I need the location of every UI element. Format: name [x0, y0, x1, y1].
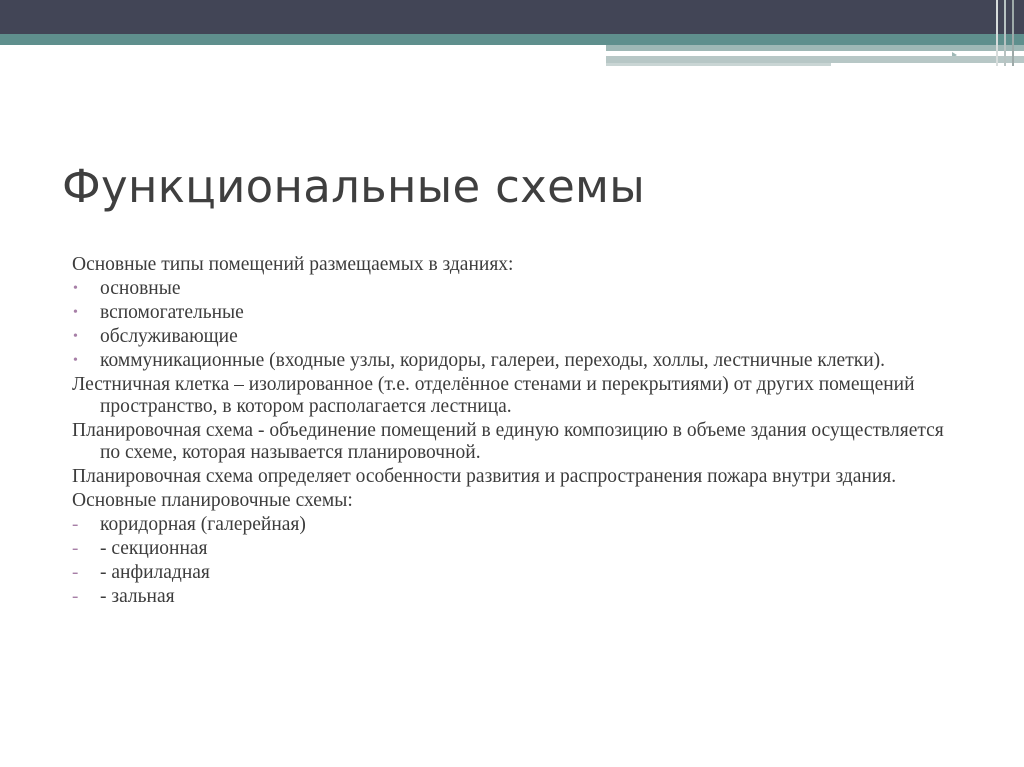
dash-item [72, 538, 952, 560]
bullet-marker: • [73, 353, 78, 368]
bullet-marker: • [73, 305, 78, 320]
dash-item-text: - секционная [100, 538, 208, 559]
dash-marker: - [72, 538, 79, 559]
paragraph-layout-scheme: Планировочная схема - объединение помещений в единую композицию в объеме здания осуществляется по схеме, которая называется планировочной. [72, 420, 944, 463]
bullet-item [72, 350, 952, 372]
slide-body [72, 254, 952, 610]
header-stripe-3 [606, 63, 831, 66]
paragraph-stairwell: Лестничная клетка – изолированное (т.е. отделённое стенами и перекрытиями) от других помещений пространство, в котором располагается лестница. [72, 374, 915, 417]
dash-item [72, 586, 952, 608]
bullet-marker: • [73, 281, 78, 296]
dash-marker: - [72, 562, 79, 583]
bullet-item-text: коммуникационные (входные узлы, коридоры, галереи, переходы, холлы, лестничные клетки). [100, 350, 886, 371]
header-vertical-line [1012, 0, 1014, 66]
header-stripe-white [606, 52, 952, 55]
header-bar-dark [0, 0, 1024, 34]
bullet-item-text: обслуживающие [100, 326, 238, 347]
dash-item [72, 514, 952, 536]
dash-item-text: коридорная (галерейная) [100, 514, 306, 535]
bullet-item [72, 326, 952, 348]
header-bar-teal [0, 34, 1024, 45]
header-vertical-line [1004, 0, 1006, 66]
bullet-item [72, 278, 952, 300]
dash-item [72, 562, 952, 584]
paragraph-main-schemes: Основные планировочные схемы: [72, 490, 353, 511]
dash-item-text: - зальная [100, 586, 175, 607]
slide-title: Функциональные схемы [62, 160, 646, 213]
dash-marker: - [72, 514, 79, 535]
bullet-marker: • [73, 329, 78, 344]
header-stripe-1 [606, 45, 1024, 51]
bullet-item-text: вспомогательные [100, 302, 244, 323]
bullet-item-text: основные [100, 278, 181, 299]
header-vertical-line [996, 0, 998, 66]
header-stripe-2 [606, 56, 1024, 63]
intro-text: Основные типы помещений размещаемых в зданиях: [72, 254, 514, 275]
dash-marker: - [72, 586, 79, 607]
bullet-item [72, 302, 952, 324]
dash-item-text: - анфиладная [100, 562, 210, 583]
paragraph-fire-spread: Планировочная схема определяет особенности развития и распространения пожара внутри здания. [72, 466, 897, 487]
